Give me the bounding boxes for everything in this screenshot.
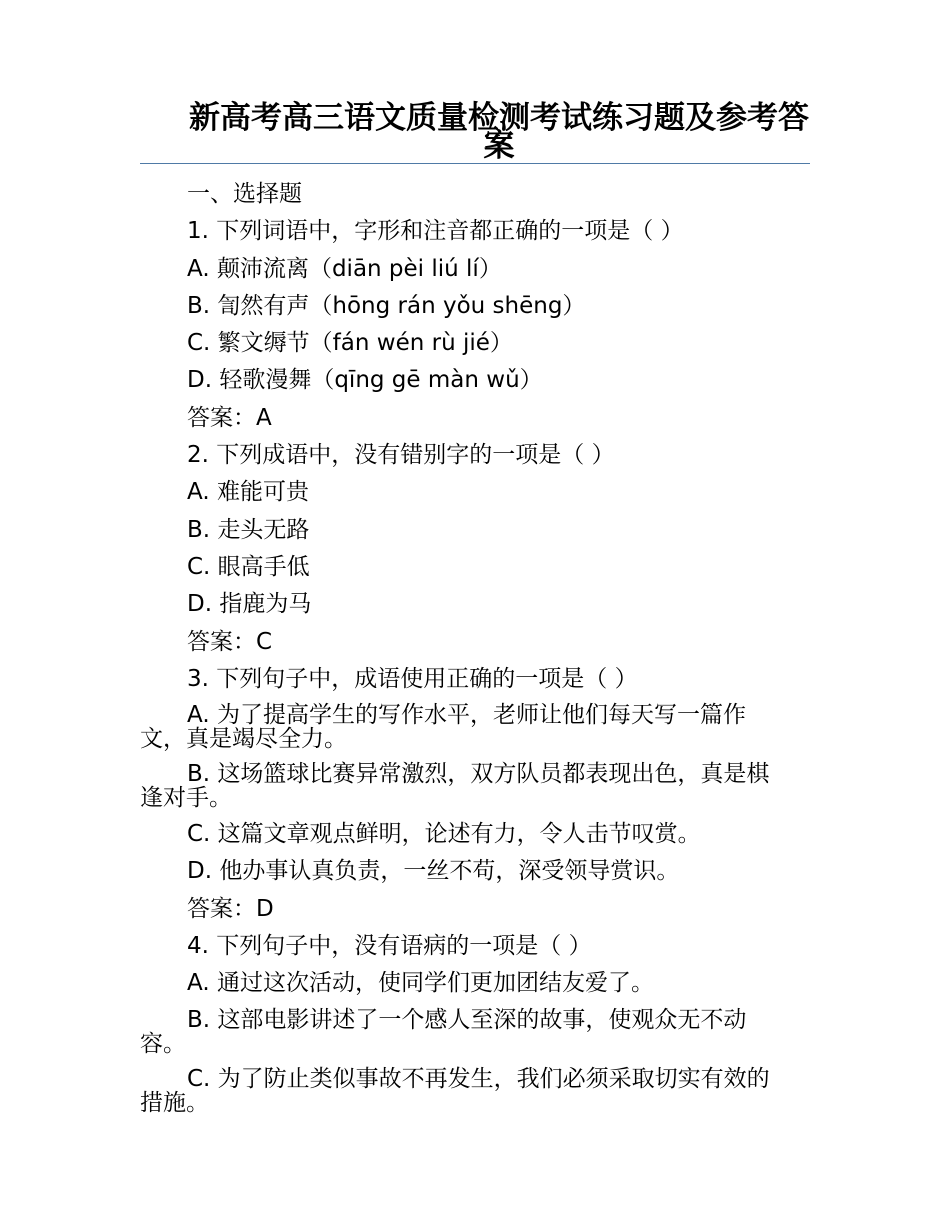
q2-option-b: B. 走头无路 <box>187 516 310 543</box>
q2-option-c: C. 眼高手低 <box>187 553 310 580</box>
q1-option-a: A. 颠沛流离（diān pèi liú lí） <box>187 255 502 282</box>
q4-option-a: A. 通过这次活动，使同学们更加团结友爱了。 <box>187 970 654 997</box>
document-body <box>140 176 810 1121</box>
section-heading: 一、选择题 <box>187 181 302 207</box>
q2-answer: 答案：C <box>187 628 273 655</box>
q3-option-a: A. 为了提高学生的写作水平，老师让他们每天写一篇作文，真是竭尽全力。 <box>140 702 746 753</box>
q1-option-b: B. 訇然有声（hōng rán yǒu shēng） <box>187 292 586 319</box>
q3-option-c: C. 这篇文章观点鲜明，论述有力，令人击节叹赏。 <box>187 821 701 848</box>
q4-option-c: C. 为了防止类似事故不再发生，我们必须采取切实有效的措施。 <box>140 1065 770 1116</box>
title-block <box>140 100 810 164</box>
q1-answer: 答案：A <box>187 404 272 431</box>
question-1: 1. 下列词语中，字形和注音都正确的一项是（ ） <box>187 218 684 245</box>
q3-option-d: D. 他办事认真负责，一丝不苟，深受领导赏识。 <box>187 858 680 885</box>
question-2: 2. 下列成语中，没有错别字的一项是（ ） <box>187 442 615 469</box>
q3-answer: 答案：D <box>187 895 274 922</box>
question-4: 4. 下列句子中，没有语病的一项是（ ） <box>187 933 592 960</box>
q2-option-d: D. 指鹿为马 <box>187 591 312 618</box>
q4-option-b: B. 这部电影讲述了一个感人至深的故事，使观众无不动容。 <box>140 1006 747 1057</box>
q3-option-b: B. 这场篮球比赛异常激烈，双方队员都表现出色，真是棋逢对手。 <box>140 761 770 812</box>
q2-option-a: A. 难能可贵 <box>187 479 309 506</box>
q1-option-c: C. 繁文缛节（fán wén rù jié） <box>187 330 513 357</box>
document-title: 新高考高三语文质量检测考试练习题及参考答案 <box>189 100 809 164</box>
q1-option-d: D. 轻歌漫舞（qīng gē màn wǔ） <box>187 367 543 394</box>
question-3: 3. 下列句子中，成语使用正确的一项是（ ） <box>187 665 638 692</box>
